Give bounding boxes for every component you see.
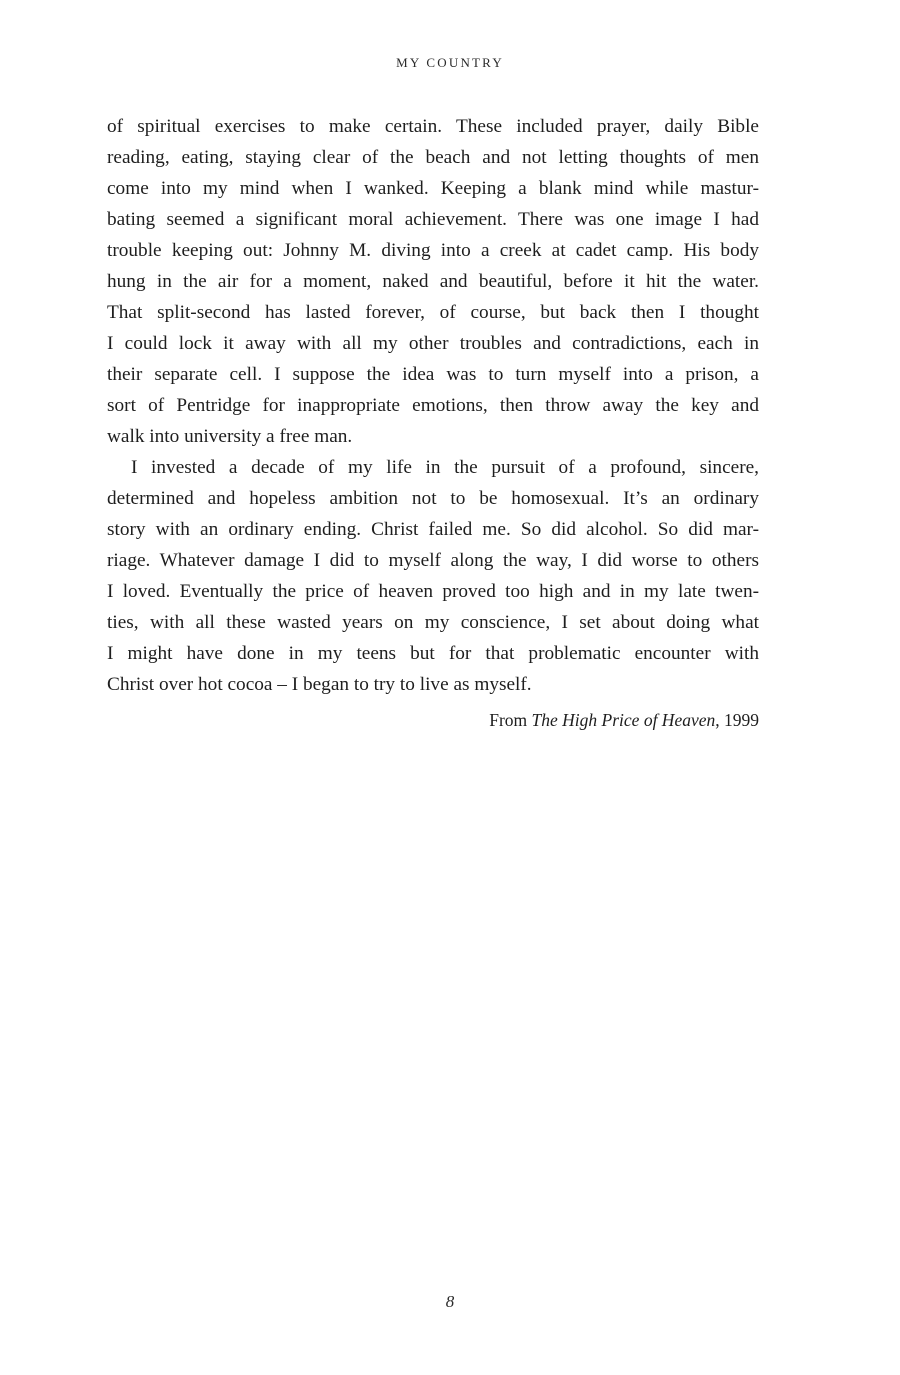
body-text-line: trouble keeping out: Johnny M. diving into a creek at cadet camp. His body bbox=[107, 240, 759, 261]
body-text-line: I loved. Eventually the price of heaven proved too high and in my late twen- bbox=[107, 581, 759, 602]
body-text-line: I invested a decade of my life in the pursuit of a profound, sincere, bbox=[131, 457, 759, 478]
body-text-line: their separate cell. I suppose the idea was to turn myself into a prison, a bbox=[107, 364, 759, 385]
attribution-prefix: From bbox=[489, 710, 532, 730]
page-number: 8 bbox=[445, 1292, 455, 1311]
body-text-line: That split-second has lasted forever, of course, but back then I thought bbox=[107, 302, 759, 323]
body-text-line: reading, eating, staying clear of the beach and not letting thoughts of men bbox=[107, 147, 759, 168]
body-text-line: ties, with all these wasted years on my conscience, I set about doing what bbox=[107, 612, 759, 633]
body-text-line: of spiritual exercises to make certain. These included prayer, daily Bible bbox=[107, 116, 759, 137]
body-text-line: I might have done in my teens but for that problematic encounter with bbox=[107, 643, 759, 664]
body-text-line: Christ over hot cocoa – I began to try to live as myself. bbox=[107, 674, 532, 695]
body-text-line: determined and hopeless ambition not to be homosexual. It’s an ordinary bbox=[107, 488, 759, 509]
body-text-line: sort of Pentridge for inappropriate emotions, then throw away the key and bbox=[107, 395, 759, 416]
body-text-line: story with an ordinary ending. Christ failed me. So did alcohol. So did mar- bbox=[107, 519, 759, 540]
body-text-line: come into my mind when I wanked. Keeping a blank mind while mastur- bbox=[107, 178, 759, 199]
body-text-line: riage. Whatever damage I did to myself along the way, I did worse to others bbox=[107, 550, 759, 571]
source-attribution bbox=[489, 706, 759, 734]
body-text-line: bating seemed a significant moral achievement. There was one image I had bbox=[107, 209, 759, 230]
body-text-line: walk into university a free man. bbox=[107, 426, 353, 447]
attribution-title: The High Price of Heaven bbox=[531, 710, 716, 730]
attribution-suffix: , 1999 bbox=[715, 710, 759, 730]
body-text-line: hung in the air for a moment, naked and beautiful, before it hit the water. bbox=[107, 271, 759, 292]
body-text-line: I could lock it away with all my other troubles and contradictions, each in bbox=[107, 333, 759, 354]
running-head: MY COUNTRY bbox=[396, 55, 504, 70]
